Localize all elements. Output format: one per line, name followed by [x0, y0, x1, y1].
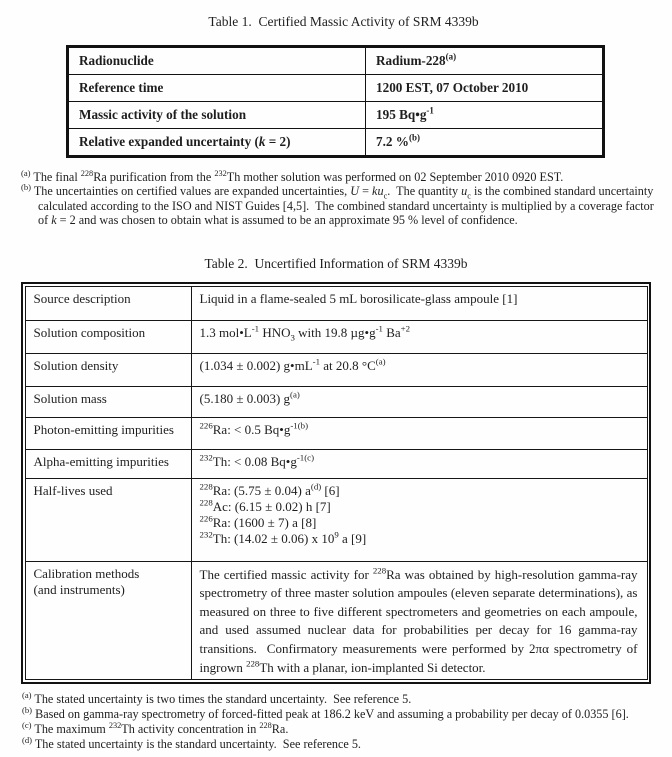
table2-footnotes [22, 689, 662, 752]
row-label: Half-lives used [25, 478, 191, 561]
row-value: $^{232}$Th: < 0.08 $Bq•g^{-1(c)}$ [191, 449, 647, 478]
row-value: Radium-228$^{(a)}$ [366, 47, 604, 75]
row-label: Solution mass [25, 386, 191, 417]
row-value: The certified massic activity for $^{228}$Ra was obtained by high-resolution gamma-ray spectrometry of three master solution ampoules (eleven separate determinations), as measured on three to five different spectrometers and geometries on each ampoule, and used assumed nuclear data for probabilities per decay for 16 gamma-ray transitions. Confirmatory measurements were performed by 2πα spectrometry of ingrown $^{228}$Th with a planar, ion-implanted Si detector. [191, 561, 647, 680]
table2-title: Table 2. Uncertified Information of SRM 4339b [204, 256, 468, 272]
footnote: $^{(a)}$ The final $^{228}$Ra purification from the $^{232}$Th mother solution was performed on 02 September 2010 0920 EST. [21, 167, 564, 184]
table-row [25, 417, 647, 449]
footnote-marker: (c) [22, 719, 32, 730]
footnote-marker: (b) [22, 704, 33, 715]
row-label: Massic activity of the solution [68, 102, 366, 129]
footnote: $^{(d)}$ The stated uncertainty is the standard uncertainty. See reference 5. [22, 734, 361, 751]
table-row [25, 320, 647, 353]
table-row [25, 353, 647, 386]
row-value: $^{226}$Ra: < 0.5 $Bq•g^{-1(b)}$ [191, 417, 647, 449]
table2-uncertified-information [25, 286, 648, 681]
row-label: Solution density [25, 353, 191, 386]
row-value: $^{228}$Ra: (5.75 ± 0.04) $a^{(d)}$ [6] $^{228}$Ac: (6.15 ± 0.02) h [7] $^{226}$Ra: (1600 ± 7) a [8] $^{232}$Th: (14.02 ± 0.06) x $10^9$ a [9] [191, 478, 647, 561]
row-value: Liquid in a flame-sealed 5 mL borosilicate-glass ampoule [1] [191, 286, 647, 320]
footnote: $^{(b)}$ The uncertainties on certified values are expanded uncertainties, $U = ku_c$. The quantity $u_c$ is the combined standard uncertainty calculated according to the ISO and NIST Guides [4,5]. The combined standard uncertainty is multiplied by a coverage factor of k = 2 and was chosen to obtain what is assumed to be an approximate 95 % level of confidence. [21, 182, 654, 227]
footnote: $^{(b)}$ Based on gamma-ray spectrometry of forced-fitted peak at 186.2 keV and assuming a probability per decay of 0.0355 [6]. [22, 704, 629, 721]
row-value: (1.034 ± 0.002) $g•mL^{-1}$ at 20.8 $^\circ C^{(a)}$ [191, 353, 647, 386]
row-label: Relative expanded uncertainty (k = 2) [68, 129, 366, 157]
footnote: $^{(c)}$ The maximum $^{232}$Th activity concentration in $^{228}$Ra. [22, 719, 289, 736]
row-label: Photon-emitting impurities [25, 417, 191, 449]
row-label: Alpha-emitting impurities [25, 449, 191, 478]
footnote-marker: (a) [22, 689, 32, 700]
table2-border-frame [21, 282, 651, 684]
table-row [68, 47, 604, 75]
row-label: Calibration methods (and instruments) [25, 561, 191, 680]
table1-title: Table 1. Certified Massic Activity of SRM 4339b [208, 14, 479, 29]
row-value: (5.180 ± 0.003) $g^{(a)}$ [191, 386, 647, 417]
table-row [25, 449, 647, 478]
table-row [68, 129, 604, 157]
row-value: 1200 EST, 07 October 2010 [366, 75, 604, 102]
footnote-marker: (d) [22, 734, 33, 745]
table-row [68, 102, 604, 129]
row-label: Reference time [68, 75, 366, 102]
row-label: Radionuclide [68, 47, 366, 75]
row-label: Source description [25, 286, 191, 320]
footnote: $^{(a)}$ The stated uncertainty is two times the standard uncertainty. See reference 5. [22, 689, 412, 706]
table-row [25, 478, 647, 561]
row-value: 7.2 %$^{(b)}$ [366, 129, 604, 157]
footnote-marker: (a) [21, 167, 31, 178]
footnote-marker: (b) [21, 182, 32, 193]
table-row [68, 75, 604, 102]
table1-footnotes [21, 167, 662, 227]
table-row [25, 561, 647, 680]
table-row [25, 386, 647, 417]
table-row [25, 286, 647, 320]
row-label: Solution composition [25, 320, 191, 353]
row-value: 1.3 $mol•L^{-1}$ $HNO_3$ with 19.8 $\mu g•g^{-1}$ $Ba^{+2}$ [191, 320, 647, 353]
table1-certified-massic-activity [66, 45, 605, 158]
row-value: 195 $Bq•g^{-1}$ [366, 102, 604, 129]
